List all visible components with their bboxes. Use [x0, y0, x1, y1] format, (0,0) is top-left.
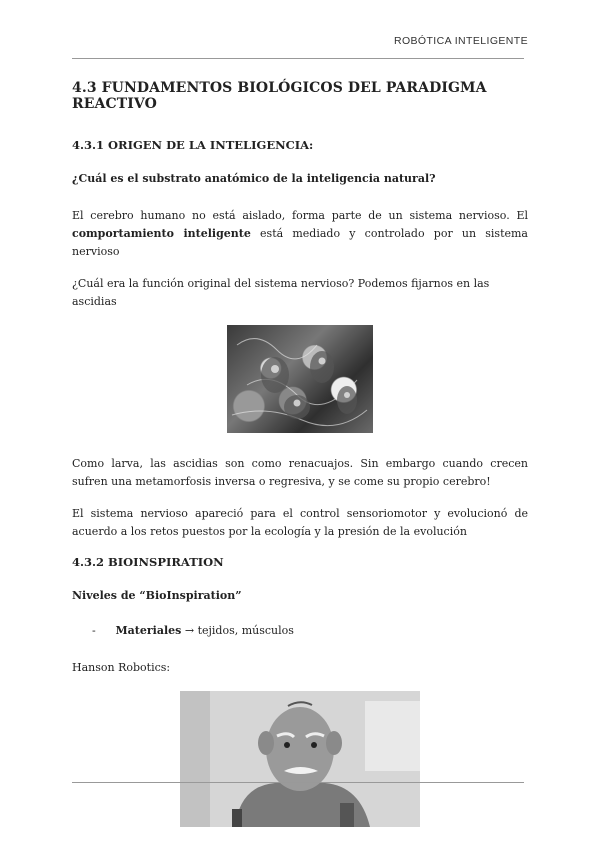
ascidias-photo-texture — [227, 325, 373, 433]
bold-term: comportamiento inteligente — [72, 227, 251, 240]
robot-photo-drawing — [180, 691, 420, 827]
ascidias-photo — [227, 325, 373, 433]
paragraph-text: El cerebro humano no está aislado, forma parte de un sistema nervioso. El — [72, 209, 528, 222]
levels-heading: Niveles de “BioInspiration” — [72, 589, 242, 602]
paragraph-larva: Como larva, las ascidias son como renacuajos. Sin embargo cuando crecen sufren una metamorfosis inversa o regresiva, y se come su propio cerebro! — [72, 457, 528, 488]
paragraph-text: está mediado y controlado por un sistema nervioso — [72, 227, 528, 258]
list-item-text: → tejidos, músculos — [181, 624, 294, 637]
footer-rule — [72, 782, 524, 783]
running-header: ROBÓTICA INTELIGENTE — [393, 35, 528, 47]
section-title: 4.3 FUNDAMENTOS BIOLÓGICOS DEL PARADIGMA REACTIVO — [72, 80, 487, 112]
hanson-label: Hanson Robotics: — [72, 661, 171, 674]
list-dash: - — [92, 624, 96, 637]
paragraph-evolution: El sistema nervioso apareció para el control sensoriomotor y evolucionó de acuerdo a los retos puestos por la ecología y la presión de la evolución — [72, 507, 528, 538]
subsection-title-origin: 4.3.1 ORIGEN DE LA INTELIGENCIA: — [72, 138, 314, 152]
paragraph-nervous-system — [72, 207, 528, 261]
hanson-robot-photo — [180, 691, 420, 827]
header-rule — [72, 58, 524, 59]
paragraph-ascidias-question: ¿Cuál era la función original del sistema nervioso? Podemos fijarnos en las ascidias — [72, 277, 490, 308]
page-content — [72, 80, 528, 827]
question-heading: ¿Cuál es el substrato anatómico de la inteligencia natural? — [72, 172, 436, 185]
subsection-title-bioinspiration: 4.3.2 BIOINSPIRATION — [72, 555, 224, 569]
list-item-bold: Materiales — [115, 624, 182, 637]
list-item — [92, 624, 528, 637]
